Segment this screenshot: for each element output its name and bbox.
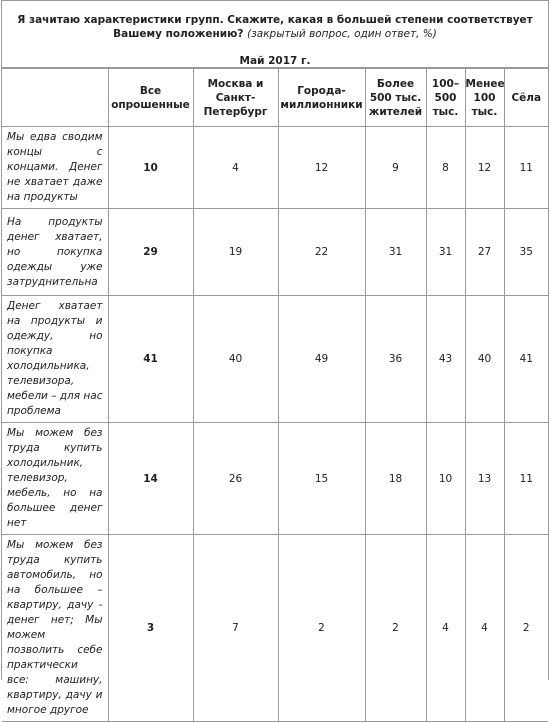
cell-million-cities: 12 [278,127,365,209]
cell-villages: 35 [504,209,548,296]
cell-million-cities: 15 [278,423,365,535]
column-header-all: Все опрошенные [108,69,193,127]
cell-villages: 2 [504,535,548,722]
cell-all: 41 [108,296,193,423]
row-label: Мы можем без труда купить холодильник, телевизор, мебель, но на большее денег нет [2,423,108,535]
cell-moscow-spb: 19 [193,209,278,296]
cell-all: 14 [108,423,193,535]
cell-villages: 41 [504,296,548,423]
column-header-row [2,69,548,127]
table-row [2,423,548,535]
cell-million-cities: 49 [278,296,365,423]
column-header-empty [2,69,108,127]
cell-100-500k: 10 [426,423,465,535]
cell-all: 3 [108,535,193,722]
cell-moscow-spb: 40 [193,296,278,423]
cell-100-500k: 8 [426,127,465,209]
column-header-villages: Сёла [504,69,548,127]
column-header-million-cities: Города-миллионники [278,69,365,127]
row-label: На продукты денег хватает, но покупка одежды уже затруднительна [2,209,108,296]
cell-million-cities: 22 [278,209,365,296]
table-row [2,127,548,209]
column-header-moscow-spb: Москва и Санкт-Петербург [193,69,278,127]
table-row [2,296,548,423]
cell-moscow-spb: 7 [193,535,278,722]
table-row [2,535,548,722]
column-header-over-500k: Более 500 тыс. жителей [365,69,426,127]
cell-villages: 11 [504,127,548,209]
results-table [2,68,548,722]
row-label: Денег хватает на продукты и одежду, но покупка холодильника, телевизора, мебели – для нас проблема [2,296,108,423]
cell-all: 29 [108,209,193,296]
question-text [2,13,548,41]
cell-under-100k: 27 [465,209,504,296]
cell-over-500k: 2 [365,535,426,722]
question-note: (закрытый вопрос, один ответ, %) [247,28,437,40]
cell-100-500k: 31 [426,209,465,296]
cell-over-500k: 9 [365,127,426,209]
cell-million-cities: 2 [278,535,365,722]
cell-moscow-spb: 4 [193,127,278,209]
column-header-100-500k: 100–500 тыс. [426,69,465,127]
cell-over-500k: 36 [365,296,426,423]
cell-villages: 11 [504,423,548,535]
cell-100-500k: 43 [426,296,465,423]
cell-100-500k: 4 [426,535,465,722]
row-label: Мы едва сводим концы с концами. Денег не хватает даже на продукты [2,127,108,209]
row-label: Мы можем без труда купить автомобиль, но на большее – квартиру, дачу - денег нет; Мы можем позволить себе практически все: машину, квартиру, дачу и многое другое [2,535,108,722]
cell-all: 10 [108,127,193,209]
cell-over-500k: 18 [365,423,426,535]
question-main: Я зачитаю характеристики групп. Скажите, какая в большей степени соответствует Вашему положению? [17,14,533,40]
cell-under-100k: 40 [465,296,504,423]
cell-moscow-spb: 26 [193,423,278,535]
cell-under-100k: 13 [465,423,504,535]
cell-under-100k: 12 [465,127,504,209]
table-header [2,1,548,68]
cell-over-500k: 31 [365,209,426,296]
survey-table-card [1,0,549,716]
survey-date: Май 2017 г. [239,55,311,67]
column-header-under-100k: Менее 100 тыс. [465,69,504,127]
cell-under-100k: 4 [465,535,504,722]
table-row [2,209,548,296]
